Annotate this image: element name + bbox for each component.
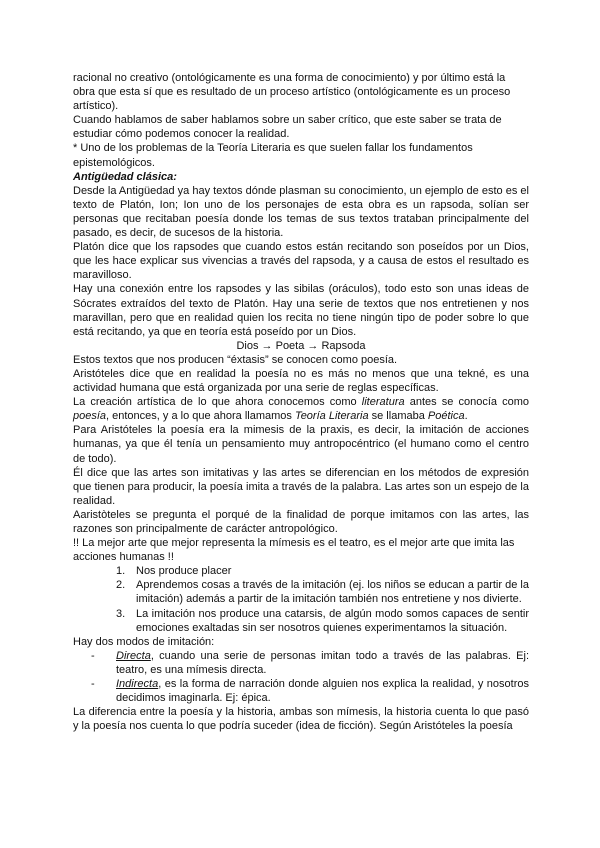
list-text: Nos produce placer bbox=[136, 565, 232, 578]
list-item bbox=[73, 564, 529, 578]
text-run: , es la forma de narración donde alguien nos explica la realidad, y nosotros decidimos imaginarla. Ej: épica. bbox=[116, 678, 529, 705]
paragraph: Aristóteles dice que en realidad la poesía no es más no menos que una tekné, es una actividad humana que está organizada por una serie de reglas específicas. bbox=[73, 367, 529, 395]
paragraph: Hay dos modos de imitación: bbox=[73, 635, 215, 648]
numbered-list bbox=[73, 564, 529, 634]
note-paragraph: * Uno de los problemas de la Teoría Literaria es que suelen fallar los fundamentos epistemológicos. bbox=[73, 142, 473, 169]
list-item bbox=[73, 578, 529, 606]
paragraph: Cuando hablamos de saber hablamos sobre un saber crítico, que este saber se trata de estudiar cómo podemos conocer la realidad. bbox=[73, 114, 502, 141]
italic-term bbox=[116, 678, 158, 690]
paragraph: Para Aristóteles la poesía era la mimesis de la praxis, es decir, la imitación de acciones humanas, ya que él tenía un pensamiento muy antropocéntrico (el humano como el centro de todo). bbox=[73, 424, 529, 465]
paragraph bbox=[73, 395, 529, 423]
page-content bbox=[73, 71, 529, 733]
list-item bbox=[73, 649, 529, 677]
paragraph: Desde la Antigüedad ya hay textos dónde plasman su conocimiento, un ejemplo de esto es el texto de Platón, Ion; Ion uno de los personajes de esta obra es un rapsoda, solían ser personas que recitaban poesía donde los temas de sus textos trataban principalmente del pasado, es decir, de sucesos de la historia. bbox=[73, 184, 529, 240]
list-number: 3. bbox=[116, 607, 126, 620]
paragraph: Hay una conexión entre los rapsodes y las sibilas (oráculos), todo esto son unas ideas de Sócrates extraídos del texto de Platón. Hay una serie de textos que nos entretienen y nos maravillan, pero que en realidad quien los recita no tiene ningún tipo de poder sobre lo que está recitando, ya que en teoría está poseído por un Dios. bbox=[73, 283, 529, 338]
text-run: , entonces, y a lo que ahora llamamos bbox=[106, 410, 295, 423]
text-run: La creación artística de lo que ahora conocemos como bbox=[73, 396, 362, 409]
underlined-term: Indirecta bbox=[116, 678, 159, 691]
paragraph: La diferencia entre la poesía y la historia, ambas son mímesis, la historia cuenta lo que pasó y la poesía nos cuenta lo que podría suceder (idea de ficción). Según Aristóteles la poesía bbox=[73, 706, 529, 733]
italic-term: literatura bbox=[361, 396, 405, 409]
list-text: Aprendemos cosas a través de la imitación (ej. los niños se educan a partir de la imitación) además a partir de la imitación también nos entretiene y nos divierte. bbox=[136, 579, 529, 606]
italic-term bbox=[116, 650, 151, 662]
list-text: La imitación nos produce una catarsis, de algún modo somos capaces de sentir emociones exaltadas sin ser nosotros quienes experimentamos la situación. bbox=[136, 607, 529, 634]
paragraph: Estos textos que nos producen “éxtasis” se conocen como poesía. bbox=[73, 353, 398, 366]
italic-term: poesía bbox=[73, 410, 107, 423]
paragraph: Aaristòteles se pregunta el porqué de la finalidad de porque imitamos con las artes, las razones son principalmente de carácter antropológico. bbox=[73, 508, 529, 535]
italic-term: Teoría Literaria bbox=[294, 410, 369, 423]
paragraph: !! La mejor arte que mejor representa la mímesis es el teatro, es el mejor arte que imita las acciones humanas !! bbox=[73, 537, 515, 564]
underlined-term: Directa bbox=[116, 649, 151, 662]
paragraph: Platón dice que los rapsodes que cuando estos están recitando son poseídos por un Dios, que les hace explicar sus vivencias a través del rapsoda, y a causa de estos el resultado es maravilloso. bbox=[73, 241, 529, 282]
list-number: 1. bbox=[116, 565, 126, 578]
text-run: antes se conocía como bbox=[404, 396, 530, 409]
list-dash: - bbox=[91, 649, 95, 662]
paragraph: Él dice que las artes son imitativas y las artes se diferencian en los métodos de expresión que tienen para producir, la poesía imita a través de la palabra. Las artes son un espejo de la realidad. bbox=[73, 466, 529, 507]
list-item bbox=[73, 607, 529, 635]
text-run: se llamaba bbox=[368, 410, 428, 423]
list-text bbox=[116, 649, 529, 677]
text-run: , cuando una serie de personas imitan todo a través de las palabras. Ej: teatro, es una mímesis directa. bbox=[116, 649, 529, 676]
list-text bbox=[116, 677, 529, 705]
list-dash: - bbox=[91, 678, 95, 691]
dash-list bbox=[73, 649, 529, 705]
list-number: 2. bbox=[116, 579, 126, 592]
chain-line: Dios → Poeta → Rapsoda bbox=[236, 339, 366, 352]
paragraph: racional no creativo (ontológicamente es una forma de conocimiento) y por último está la obra que esta sí que es resultado de un proceso artístico (ontológicamente es un proceso artístico). bbox=[73, 72, 511, 113]
section-heading: Antigüedad clásica: bbox=[73, 170, 177, 183]
list-item bbox=[73, 677, 529, 705]
text-run: . bbox=[464, 410, 468, 423]
italic-term: Poética bbox=[427, 410, 465, 423]
